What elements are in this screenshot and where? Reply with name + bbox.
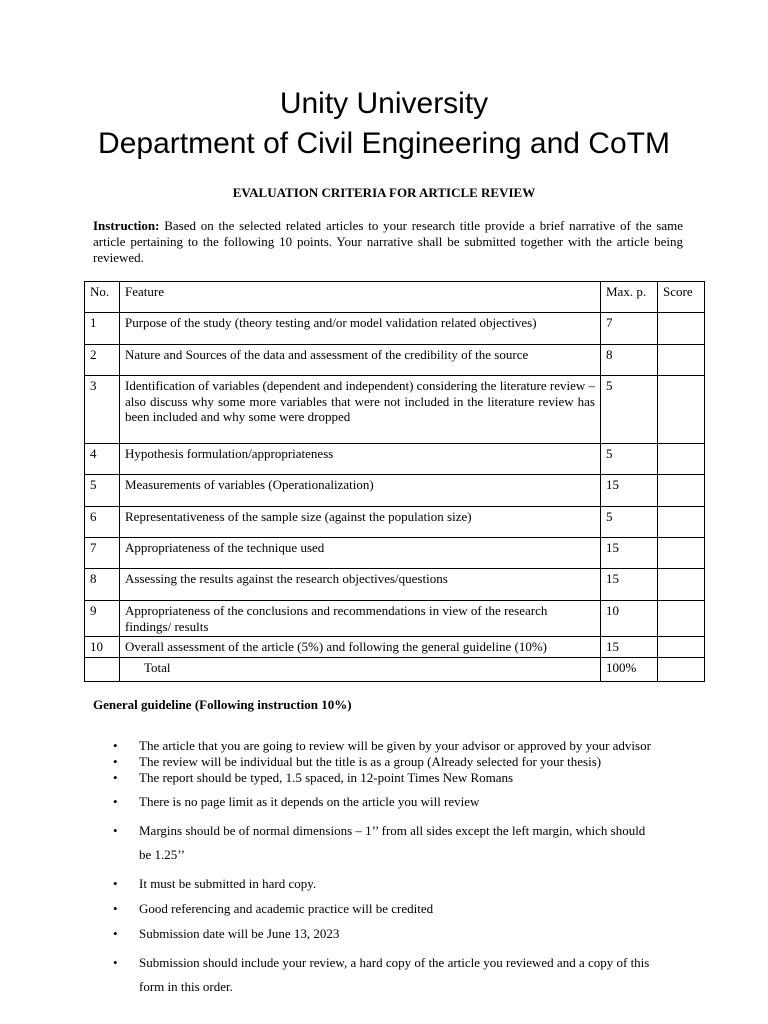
row-feature: Overall assessment of the article (5%) and following the general guideline (10%) (120, 637, 601, 658)
document-subtitle: EVALUATION CRITERIA FOR ARTICLE REVIEW (232, 185, 536, 200)
department-title: Department of Civil Engineering and CoTM (98, 127, 670, 160)
instruction-text: Based on the selected related articles to your research title provide a brief narrative of the same article pertaining to the following 10 points. Your narrative shall be submitted together with the article being reviewed. (93, 218, 684, 265)
criteria-table (84, 281, 705, 682)
guideline-text: The review will be individual but the title is as a group (Already selected for your thesis) (139, 754, 602, 769)
row-no: 4 (85, 444, 120, 475)
guideline-list (93, 738, 713, 999)
table-row (85, 376, 705, 444)
row-score (658, 538, 705, 569)
guideline-text: Margins should be of normal dimensions – 1’’ from all sides except the left margin, which should be 1.25’’ (139, 823, 646, 862)
row-feature: Appropriateness of the technique used (120, 538, 601, 569)
row-max-points: 5 (601, 444, 658, 475)
list-item (93, 770, 713, 786)
university-title: Unity University (279, 87, 489, 120)
row-no: 8 (85, 569, 120, 601)
table-total-row (85, 657, 705, 681)
row-max-points: 15 (601, 538, 658, 569)
bullet-icon: • (113, 901, 118, 916)
row-max-points: 15 (601, 475, 658, 507)
row-score (658, 569, 705, 601)
guideline-text: The report should be typed, 1.5 spaced, in 12-point Times New Romans (139, 770, 514, 785)
list-item (93, 738, 713, 754)
row-score (658, 475, 705, 507)
total-max-points: 100% (601, 657, 658, 681)
row-max-points: 5 (601, 376, 658, 444)
guideline-text: Submission date will be June 13, 2023 (139, 926, 340, 941)
row-no: 2 (85, 345, 120, 376)
row-feature: Hypothesis formulation/appropriateness (120, 444, 601, 475)
total-label: Total (120, 657, 601, 681)
list-item (93, 876, 713, 892)
guideline-heading: General guideline (Following instruction 10%) (93, 697, 352, 712)
row-feature: Purpose of the study (theory testing and/or model validation related objectives) (120, 313, 601, 345)
row-score (658, 444, 705, 475)
bullet-icon: • (113, 754, 118, 769)
bullet-icon: • (113, 738, 118, 753)
guideline-text: The article that you are going to review will be given by your advisor or approved by your advisor (139, 738, 651, 753)
table-row (85, 507, 705, 538)
table-row (85, 345, 705, 376)
guideline-text: There is no page limit as it depends on the article you will review (139, 794, 480, 809)
row-no: 9 (85, 601, 120, 637)
row-max-points: 8 (601, 345, 658, 376)
list-item (93, 901, 713, 917)
row-score (658, 313, 705, 345)
total-score (658, 657, 705, 681)
table-row (85, 444, 705, 475)
bullet-icon: • (113, 876, 118, 891)
list-item (93, 754, 713, 770)
table-row (85, 569, 705, 601)
bullet-icon: • (113, 794, 118, 809)
table-row (85, 538, 705, 569)
row-max-points: 7 (601, 313, 658, 345)
total-no (85, 657, 120, 681)
bullet-icon: • (113, 770, 118, 785)
header-max-points: Max. p. (601, 282, 658, 313)
row-max-points: 15 (601, 637, 658, 658)
row-no: 3 (85, 376, 120, 444)
bullet-icon: • (113, 823, 118, 838)
table-row (85, 637, 705, 658)
row-score (658, 507, 705, 538)
row-score (658, 637, 705, 658)
list-item (93, 819, 713, 867)
row-no: 10 (85, 637, 120, 658)
row-feature: Identification of variables (dependent and independent) considering the literature review – also discuss why some more variables that were not included in the literature review has been included and why some were dropped (120, 376, 601, 444)
guideline-text: Good referencing and academic practice will be credited (139, 901, 434, 916)
instruction-paragraph (93, 218, 683, 266)
list-item (93, 926, 713, 942)
row-feature: Representativeness of the sample size (against the population size) (120, 507, 601, 538)
list-item (93, 794, 713, 810)
header-score: Score (658, 282, 705, 313)
row-no: 5 (85, 475, 120, 507)
row-no: 6 (85, 507, 120, 538)
table-row (85, 313, 705, 345)
guideline-text: It must be submitted in hard copy. (139, 876, 317, 891)
header-no: No. (85, 282, 120, 313)
bullet-icon: • (113, 926, 118, 941)
row-score (658, 601, 705, 637)
row-no: 1 (85, 313, 120, 345)
header-feature: Feature (120, 282, 601, 313)
row-feature: Nature and Sources of the data and assessment of the credibility of the source (120, 345, 601, 376)
row-max-points: 5 (601, 507, 658, 538)
row-feature: Assessing the results against the research objectives/questions (120, 569, 601, 601)
row-max-points: 10 (601, 601, 658, 637)
row-no: 7 (85, 538, 120, 569)
table-row (85, 475, 705, 507)
row-feature: Appropriateness of the conclusions and recommendations in view of the research findings/ results (120, 601, 601, 637)
table-row (85, 601, 705, 637)
row-score (658, 376, 705, 444)
table-header-row (85, 282, 705, 313)
bullet-icon: • (113, 955, 118, 970)
instruction-label: Instruction: (93, 218, 160, 233)
row-score (658, 345, 705, 376)
row-feature: Measurements of variables (Operationalization) (120, 475, 601, 507)
row-max-points: 15 (601, 569, 658, 601)
list-item (93, 951, 713, 999)
guideline-text: Submission should include your review, a hard copy of the article you reviewed and a copy of this form in this order. (139, 955, 650, 994)
